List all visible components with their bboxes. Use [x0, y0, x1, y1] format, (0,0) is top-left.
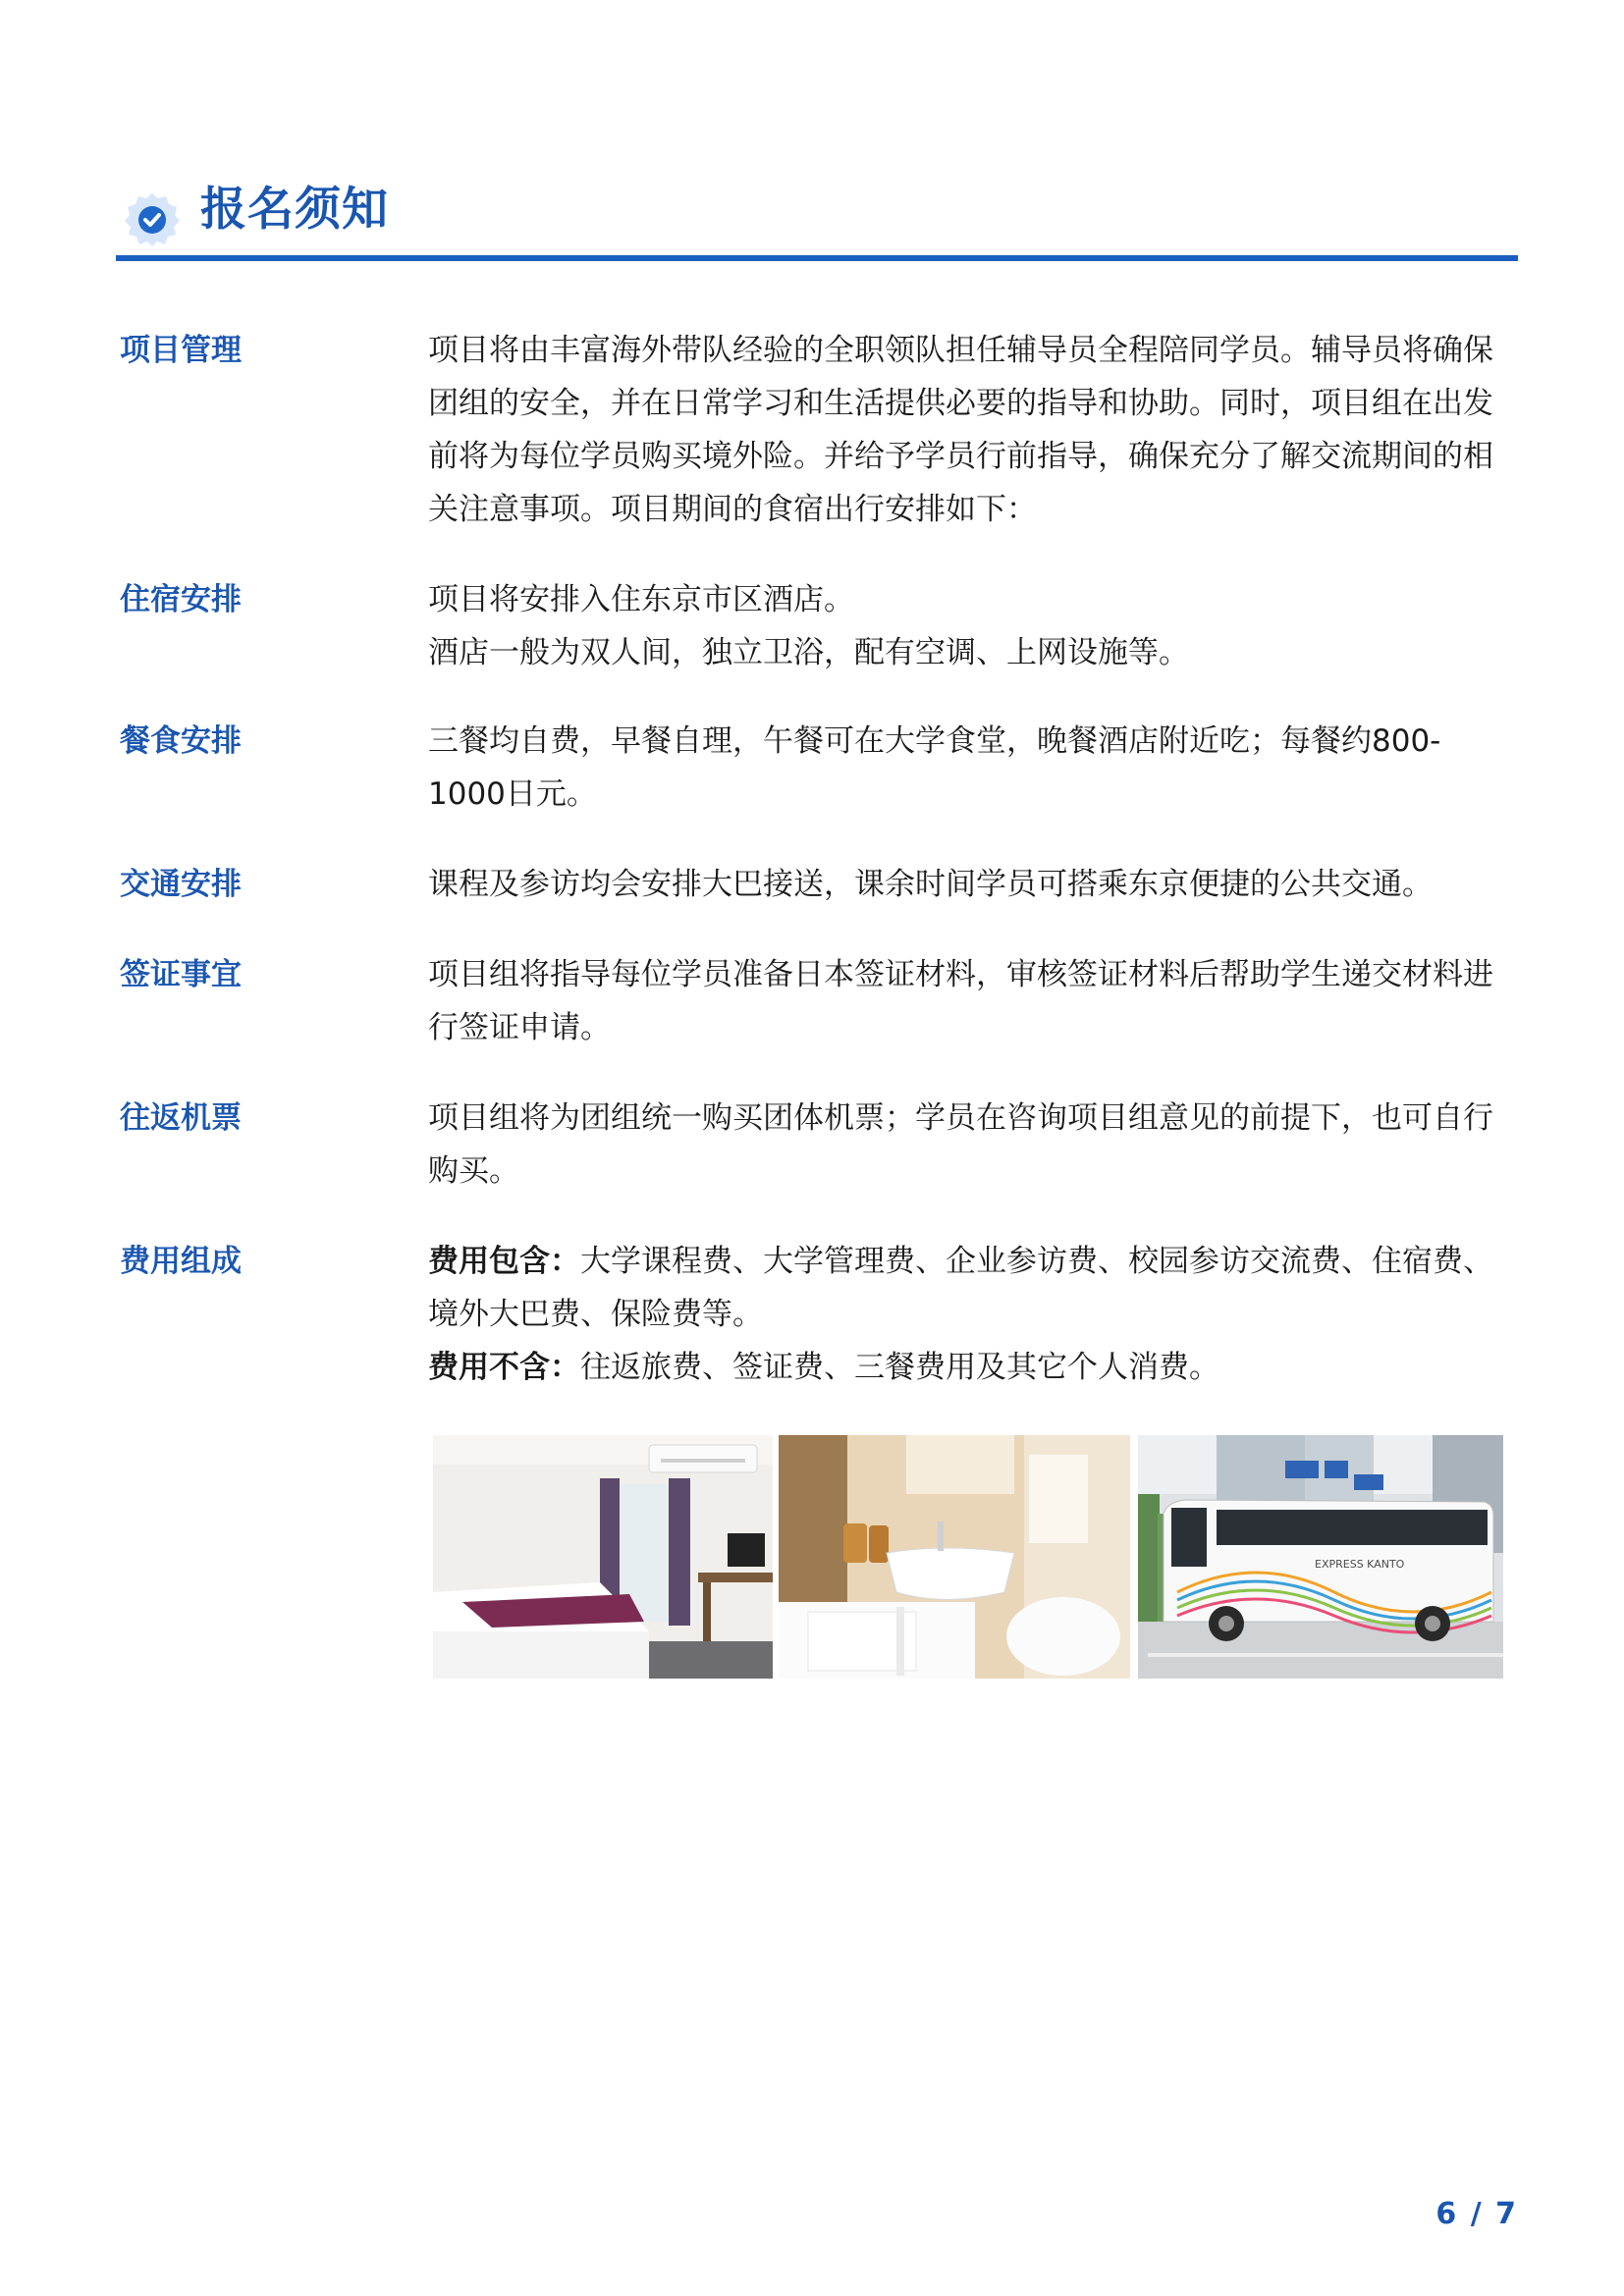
section-label: 费用组成 [120, 1244, 242, 1279]
section-paragraph: 项目组将为团组统一购买团体机票；学员在咨询项目组意见的前提下，也可自行购买。 [428, 1100, 1493, 1189]
section-label: 项目管理 [120, 333, 242, 368]
section-header [116, 177, 1518, 259]
photo-hotel-room [433, 1435, 773, 1679]
bus-side-text: EXPRESS KANTO [1315, 1558, 1405, 1571]
section-body [428, 324, 1508, 536]
section-paragraph: 项目将由丰富海外带队经验的全职领队担任辅导员全程陪同学员。辅导员将确保团组的安全，并在日常学习和生活提供必要的指导和协助。同时，项目组在出发前将为每位学员购买境外险。并给予学员行前指导，确保充分了解交流期间的相关注意事项。项目期间的食宿出行安排如下： [428, 333, 1493, 527]
photo-strip [433, 1435, 1503, 1679]
section-body [428, 858, 1508, 911]
section-paragraph: 项目组将指导每位学员准备日本签证材料，审核签证材料后帮助学生递交材料进行签证申请。 [428, 957, 1493, 1045]
verified-badge-icon [124, 190, 181, 247]
fees-included-label: 费用包含： [428, 1244, 580, 1279]
section-body [428, 948, 1508, 1054]
section-paragraph: 酒店一般为双人间，独立卫浴，配有空调、上网设施等。 [428, 635, 1189, 670]
section-paragraph: 三餐均自费，早餐自理，午餐可在大学食堂，晚餐酒店附近吃；每餐约800-1000日元。 [428, 723, 1441, 812]
section-body [428, 1092, 1508, 1198]
fees-excluded-text: 往返旅费、签证费、三餐费用及其它个人消费。 [580, 1350, 1219, 1385]
fees-included-text: 大学课程费、大学管理费、企业参访费、校园参访交流费、住宿费、境外大巴费、保险费等。 [428, 1244, 1493, 1332]
page-number: 6 / 7 [1435, 2197, 1518, 2231]
section-label: 往返机票 [120, 1100, 242, 1136]
fees-excluded [428, 1341, 1508, 1394]
section-label: 餐食安排 [120, 723, 242, 759]
page-title: 报名须知 [200, 183, 389, 237]
section-label: 签证事宜 [120, 957, 242, 992]
photo-bathroom [779, 1435, 1130, 1679]
section-paragraph: 项目将安排入住东京市区酒店。 [428, 582, 854, 617]
section-label: 住宿安排 [120, 582, 242, 617]
photo-bus [1138, 1435, 1503, 1679]
section-label: 交通安排 [120, 867, 242, 902]
fees-excluded-label: 费用不含： [428, 1350, 580, 1385]
header-divider [116, 255, 1518, 261]
section-body [428, 573, 1508, 679]
section-body [428, 1235, 1508, 1394]
section-body [428, 715, 1508, 821]
fees-included [428, 1235, 1508, 1341]
section-paragraph: 课程及参访均会安排大巴接送，课余时间学员可搭乘东京便捷的公共交通。 [428, 867, 1433, 902]
